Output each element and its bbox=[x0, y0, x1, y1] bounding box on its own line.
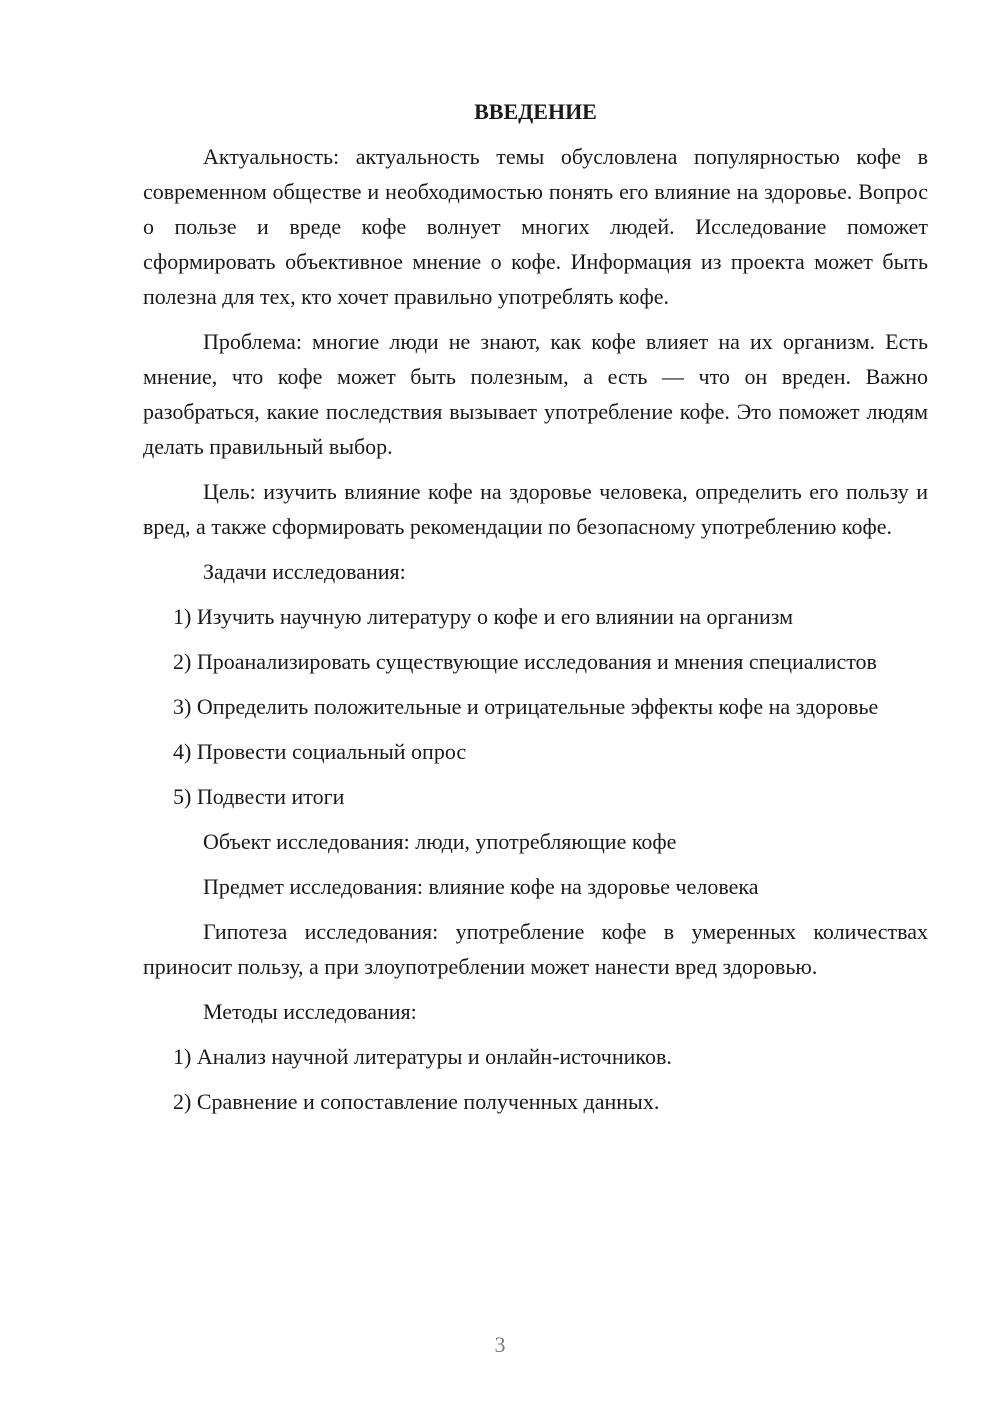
method-item: 2) Сравнение и сопоставление полученных данных. bbox=[173, 1089, 660, 1114]
task-item: 1) Изучить научную литературу о кофе и его влиянии на организм bbox=[173, 604, 794, 629]
section-title: ВВЕДЕНИЕ bbox=[474, 99, 597, 124]
task-item: 3) Определить положительные и отрицательные эффекты кофе на здоровье bbox=[173, 694, 879, 719]
problem-paragraph: Проблема: многие люди не знают, как кофе влияет на их организм. Есть мнение, что кофе может быть полезным, а есть — что он вреден. Важно разобраться, какие последствия вызывает употребление кофе. Это поможет людям делать правильный выбор. bbox=[143, 329, 928, 459]
subject-line: Предмет исследования: влияние кофе на здоровье человека bbox=[203, 874, 759, 899]
page-number: 3 bbox=[494, 1332, 506, 1357]
task-item: 4) Провести социальный опрос bbox=[173, 739, 467, 764]
task-item: 5) Подвести итоги bbox=[173, 784, 345, 809]
object-line: Объект исследования: люди, употребляющие кофе bbox=[203, 829, 677, 854]
methods-heading: Методы исследования: bbox=[203, 999, 417, 1024]
method-item: 1) Анализ научной литературы и онлайн-источников. bbox=[173, 1044, 672, 1069]
page-content bbox=[143, 94, 928, 1129]
hypothesis-paragraph: Гипотеза исследования: употребление кофе в умеренных количествах приносит пользу, а при злоупотреблении может нанести вред здоровью. bbox=[143, 919, 928, 979]
task-item: 2) Проанализировать существующие исследования и мнения специалистов bbox=[173, 649, 877, 674]
goal-paragraph: Цель: изучить влияние кофе на здоровье человека, определить его пользу и вред, а также сформировать рекомендации по безопасному употреблению кофе. bbox=[143, 479, 928, 539]
tasks-heading: Задачи исследования: bbox=[203, 559, 406, 584]
relevance-paragraph: Актуальность: актуальность темы обусловлена популярностью кофе в современном обществе и необходимостью понять его влияние на здоровье. Вопрос о пользе и вреде кофе волнует многих людей. Исследование поможет сформировать объективное мнение о кофе. Информация из проекта может быть полезна для тех, кто хочет правильно употреблять кофе. bbox=[143, 144, 928, 309]
